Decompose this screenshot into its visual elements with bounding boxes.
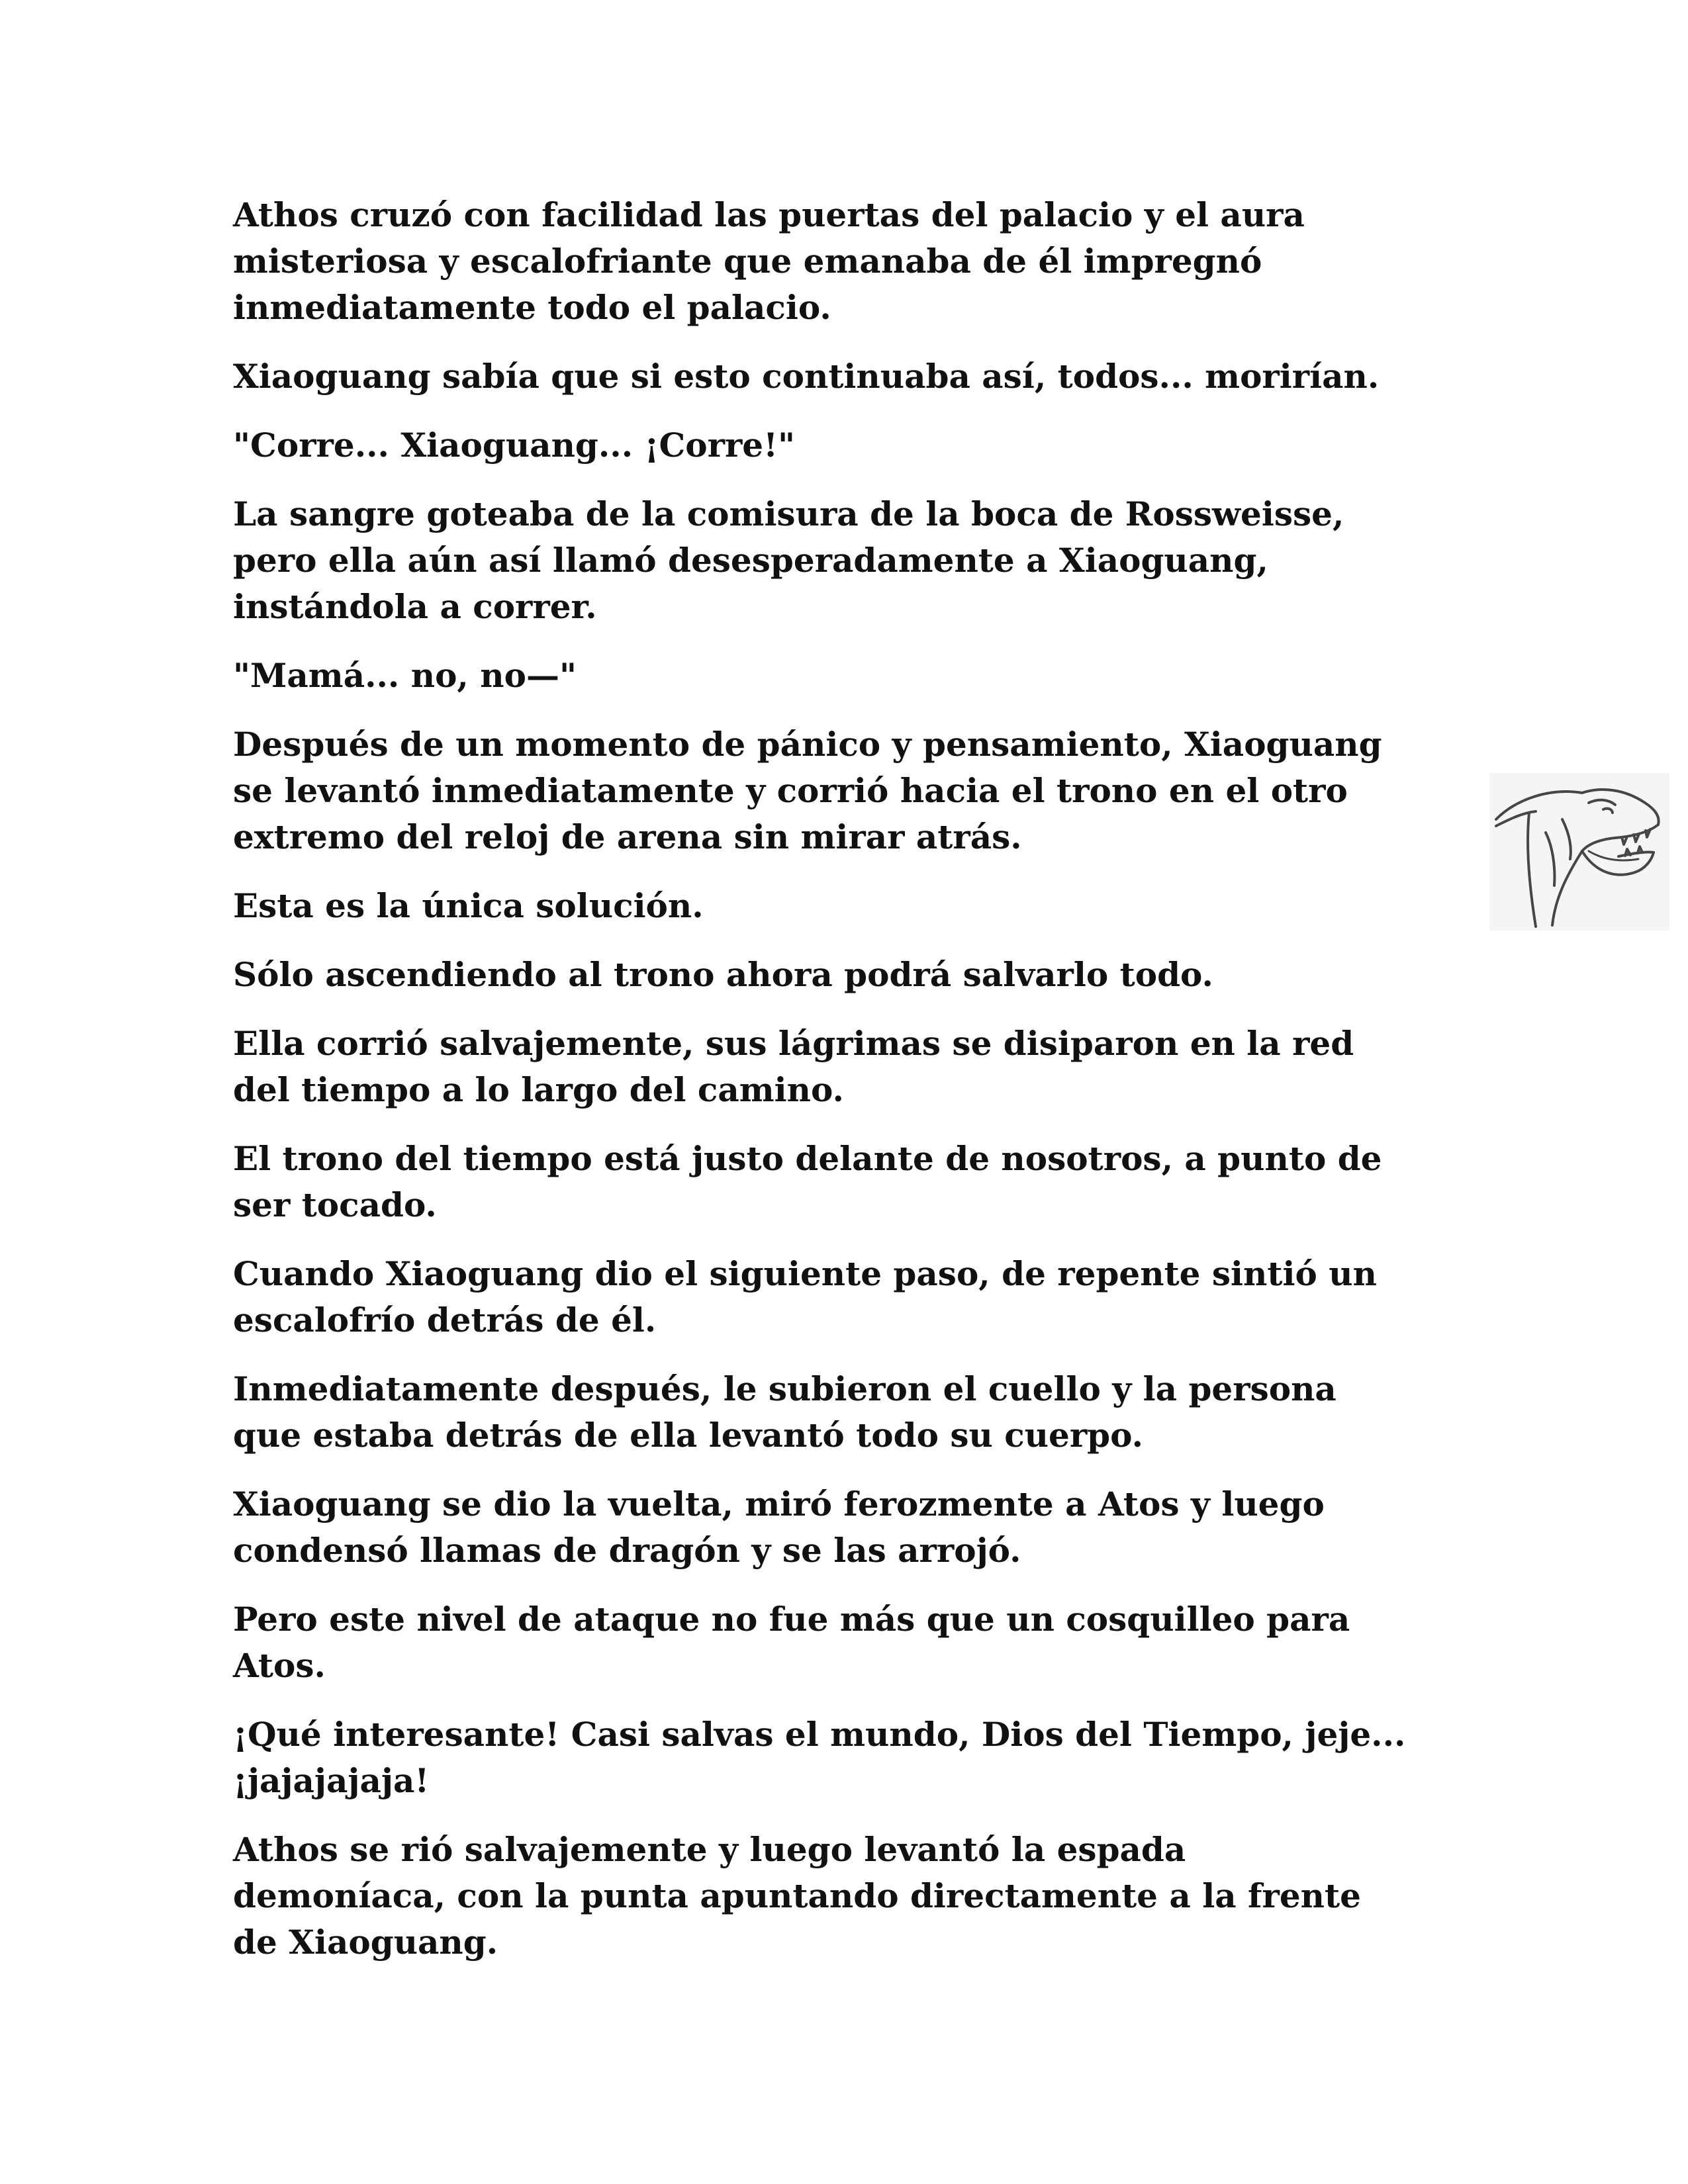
paragraph-14: Pero este nivel de ataque no fue más que un cosquilleo para Atos. (233, 1600, 1350, 1685)
paragraph-15: ¡Qué interesante! Casi salvas el mundo, Dios del Tiempo, jeje... ¡jajajajaja! (233, 1715, 1406, 1800)
paragraph-1: Athos cruzó con facilidad las puertas del palacio y el aura misteriosa y escalofriante que emanaba de él impregnó inmediatamente todo el palacio. (233, 195, 1305, 327)
paragraph-4: La sangre goteaba de la comisura de la boca de Rossweisse, pero ella aún así llamó desesperadamente a Xiaoguang, instándola a correr. (233, 494, 1344, 626)
paragraph-6: Después de un momento de pánico y pensamiento, Xiaoguang se levantó inmediatamente y corrió hacia el trono en el otro extremo del reloj de arena sin mirar atrás. (233, 725, 1382, 856)
paragraph-2: Xiaoguang sabía que si esto continuaba así, todos... morirían. (233, 357, 1380, 396)
paragraph-9: Ella corrió salvajemente, sus lágrimas se disiparon en la red del tiempo a lo largo del camino. (233, 1024, 1354, 1109)
paragraph-16: Athos se rió salvajemente y luego levantó la espada demoníaca, con la punta apuntando directamente a la frente de Xiaoguang. (233, 1830, 1361, 1962)
paragraph-13: Xiaoguang se dio la vuelta, miró ferozmente a Atos y luego condensó llamas de dragón y se las arrojó. (233, 1484, 1325, 1570)
paragraph-3: "Corre... Xiaoguang... ¡Corre!" (233, 426, 796, 465)
paragraph-7: Esta es la única solución. (233, 886, 704, 925)
dinosaur-head-icon (1489, 773, 1669, 931)
paragraph-10: El trono del tiempo está justo delante de nosotros, a punto de ser tocado. (233, 1139, 1382, 1224)
paragraph-11: Cuando Xiaoguang dio el siguiente paso, de repente sintió un escalofrío detrás de él. (233, 1254, 1377, 1340)
paragraph-5: "Mamá... no, no—" (233, 656, 577, 695)
paragraph-8: Sólo ascendiendo al trono ahora podrá salvarlo todo. (233, 955, 1213, 994)
chapter-text (233, 192, 1464, 1988)
paragraph-12: Inmediatamente después, le subieron el cuello y la persona que estaba detrás de ella levantó todo su cuerpo. (233, 1369, 1336, 1455)
